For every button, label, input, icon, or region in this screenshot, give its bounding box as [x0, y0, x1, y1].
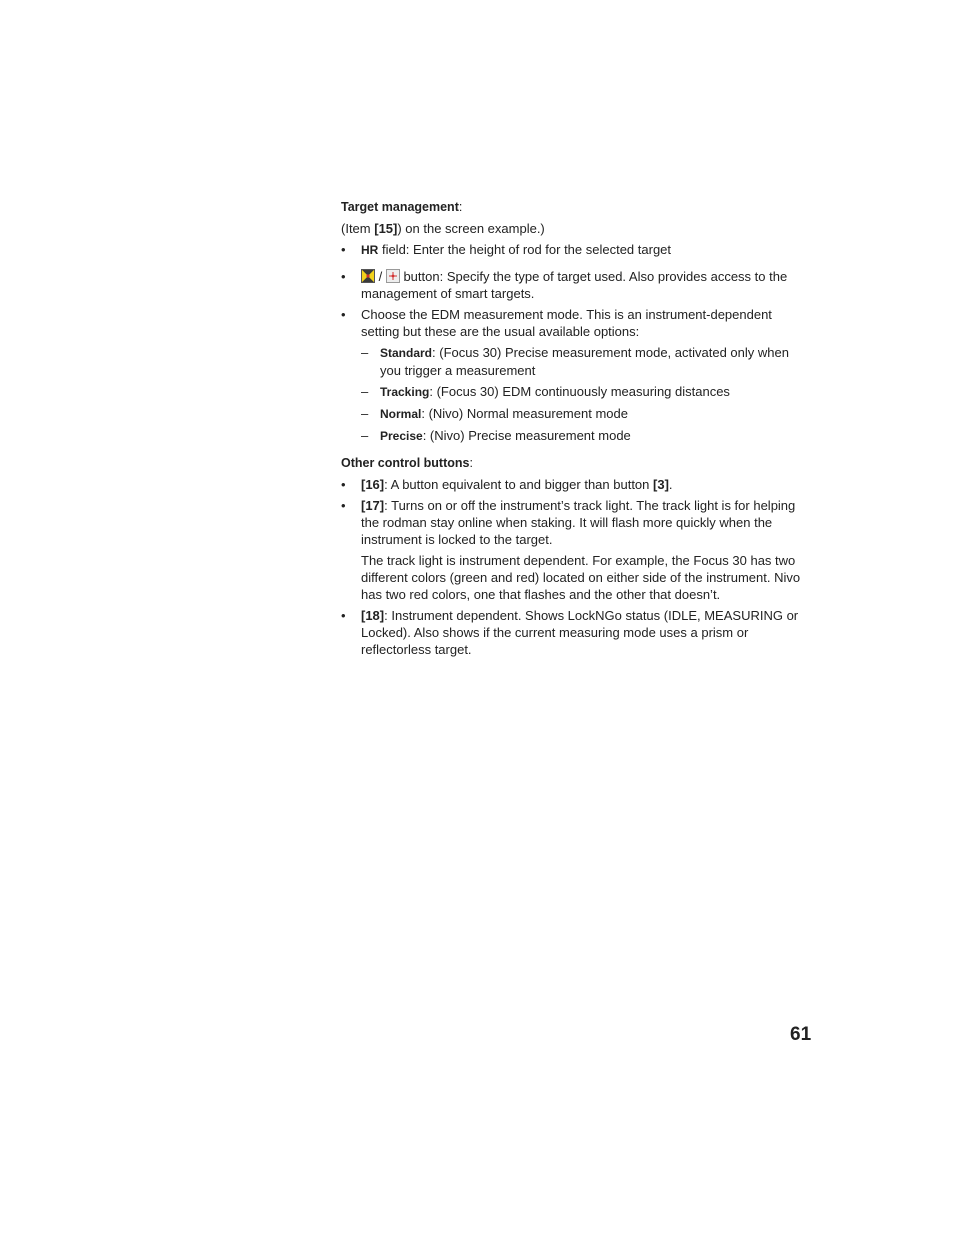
item-17-continuation	[341, 552, 813, 603]
item-ref-15: [15]	[374, 221, 398, 236]
item-17-text: : Turns on or off the instrument’s track light. The track light is for helping the rodman stay online when staking. It will flash more quickly when the instrument is locked to the target.	[361, 498, 796, 547]
bullet-edm-mode	[341, 306, 813, 340]
bullet-mark: •	[341, 307, 346, 322]
page-content	[341, 199, 813, 662]
mode-name: Standard	[380, 346, 433, 360]
bullet-mark: •	[341, 608, 346, 623]
prism-target-icon[interactable]	[361, 269, 375, 283]
page-number: 61	[790, 1024, 812, 1045]
other-control-buttons-heading	[341, 455, 813, 472]
mode-precise	[341, 427, 813, 445]
item-16-end: .	[668, 477, 673, 492]
bullet-item-18	[341, 607, 813, 658]
target-button-text: button: Specify the type of target used. Also provides access to the management of smart targets.	[361, 269, 788, 301]
item-ref-3: [3]	[653, 477, 669, 492]
dash-mark: –	[361, 406, 369, 421]
icon-separator: /	[375, 269, 386, 284]
dash-mark: –	[361, 384, 369, 399]
bullet-hr-field	[341, 241, 813, 259]
item-18-text: : Instrument dependent. Shows LockNGo status (IDLE, MEASURING or Locked). Also shows if the current measuring mode uses a prism or reflectorless target.	[361, 608, 799, 657]
mode-desc: : (Nivo) Normal measurement mode	[421, 406, 628, 421]
item-16-text: : A button equivalent to and bigger than button	[384, 477, 654, 492]
bullet-target-button	[341, 268, 813, 302]
mode-name: Precise	[380, 429, 423, 443]
heading-colon: :	[458, 200, 463, 214]
mode-tracking	[341, 383, 813, 401]
mode-desc: : (Nivo) Precise measurement mode	[422, 428, 631, 443]
edm-text: Choose the EDM measurement mode. This is an instrument-dependent setting but these are the usual available options:	[361, 307, 772, 339]
mode-standard	[341, 344, 813, 379]
item-ref-17: [17]	[361, 498, 385, 513]
mode-desc: : (Focus 30) EDM continuously measuring distances	[429, 384, 730, 399]
intro-suffix: ) on the screen example.)	[397, 221, 545, 236]
bullet-item-17	[341, 497, 813, 548]
hr-text: field: Enter the height of rod for the selected target	[378, 242, 672, 257]
bullet-mark: •	[341, 242, 346, 257]
heading-colon: :	[469, 456, 473, 470]
bullet-mark: •	[341, 498, 346, 513]
item-ref-16: [16]	[361, 477, 385, 492]
mode-name: Tracking	[380, 385, 430, 399]
hr-label: HR	[361, 243, 379, 257]
reflectorless-target-icon[interactable]	[386, 269, 400, 283]
bullet-mark: •	[341, 477, 346, 492]
target-management-heading	[341, 199, 813, 216]
bullet-item-16	[341, 476, 813, 493]
mode-name: Normal	[380, 407, 422, 421]
mode-normal	[341, 405, 813, 423]
item-17-cont-text: The track light is instrument dependent. For example, the Focus 30 has two different colors (green and red) located on either side of the instrument. Nivo has two red colors, one that flashes and the other that doesn’t.	[361, 553, 801, 602]
heading-text: Target management	[341, 200, 459, 214]
mode-desc: : (Focus 30) Precise measurement mode, activated only when you trigger a measurement	[380, 345, 789, 378]
item-ref-18: [18]	[361, 608, 385, 623]
intro-prefix: (Item	[341, 221, 375, 236]
dash-mark: –	[361, 345, 369, 360]
bullet-mark: •	[341, 269, 346, 284]
heading-text: Other control buttons	[341, 456, 470, 470]
item-15-intro	[341, 220, 813, 237]
dash-mark: –	[361, 428, 369, 443]
